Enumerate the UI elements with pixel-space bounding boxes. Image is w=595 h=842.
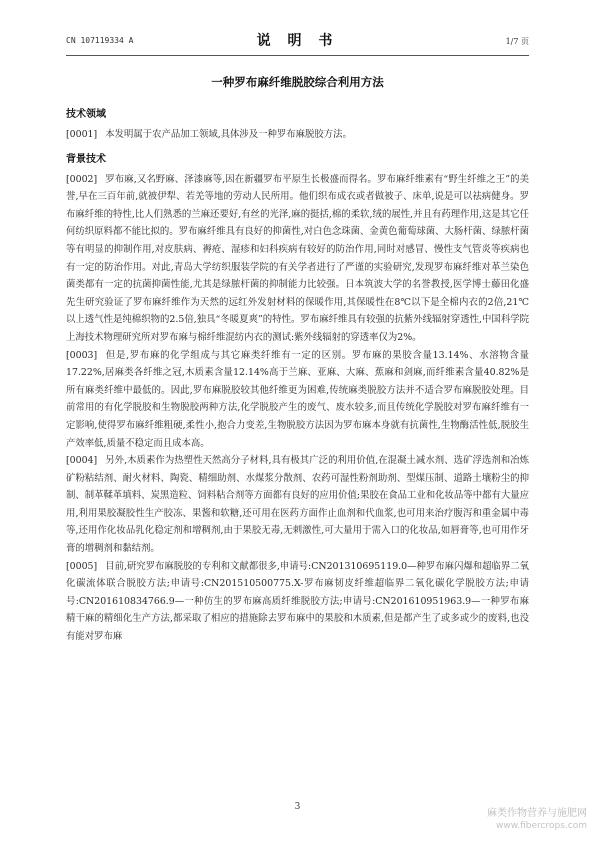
document-title: 一种罗布麻纤维脱胶综合利用方法 xyxy=(211,75,384,89)
paragraph-text: 另外,木质素作为热塑性天然高分子材料,具有极其广泛的利用价值,在混凝土减水剂、选矿浮选剂和冶炼矿粉粘结剂、耐火材料、陶瓷、精细助剂、水煤浆分散剂、农药可湿性粉剂助剂、型煤压制、道路土壤粉尘的抑制、制革鞣革填料、炭黑造粒、饲料粘合剂等方面都有良好的应用价值;果胶在食品工业和化妆品等中都有大量应用,利用果胶凝胶性生产胶冻、果酱和软糖,还可用在医药方面作止血剂和代血浆,也可用来治疗腹泻和重金属中毒等,还用作化妆品乳化稳定剂和增稠剂,由于果胶无毒,无刺激性,可大量用于需入口的化妆品,如唇膏等,也可用作牙膏的增稠剂和黏结剂。 xyxy=(66,455,529,555)
watermark-url: www.fibercrops.com xyxy=(496,821,587,831)
paragraph-0001 xyxy=(66,126,529,144)
paragraph-text: 但是,罗布麻的化学组成与其它麻类纤维有一定的区别。罗布麻的果胶含量13.14%、水溶物含量17.22%,居麻类各纤维之冠,木质素含量12.14%高于兰麻、亚麻、大麻、蕉麻和剑麻,而纤维素含量40.82%是所有麻类纤维中最低的。因此,罗布麻脱胶较其他纤维更为困难,传统麻类脱胶方法并不适合罗布麻脱胶处理。目前常用的有化学脱胶和生物脱胶两种方法,化学脱胶产生的废气、废水较多,而且传统化学脱胶对罗布麻纤维有一定影响,使得罗布麻纤维粗硬,柔性小,抱合力变差,生物脱胶方法因为罗布麻本身就有抗菌性,生物酶活性低,脱胶生产效率低,质量不稳定而且成本高。 xyxy=(66,349,529,449)
paragraph-number: [0001] xyxy=(66,129,98,140)
paragraph-text: 罗布麻,又名野麻、泽漆麻等,因在新疆罗布平原生长极盛而得名。罗布麻纤维素有“野生纤维之王”的美誉,早在三百年前,就被伊犁、若羌等地的劳动人民所用。他们织布成衣或者做被子、床单,说是可以祛病健身。罗布麻纤维的特性,比人们熟悉的兰麻还要好,有丝的光泽,麻的挺括,棉的柔软,绒的展性,并且有药理作用,这是其它任何纺织原料都不能比拟的。罗布麻纤维具有良好的抑菌性,对白色念珠菌、金黄色葡萄球菌、大肠杆菌、绿脓杆菌等有明显的抑制作用,对皮肤病、褥疮、湿疹和妇科疾病有较好的防治作用,同时对感冒、慢性支气管炎等疾病也有一定的防治作用。对此,青岛大学纺织服装学院的有关学者进行了严谨的实验研究,发现罗布麻纤维对革兰染色菌类都有一定的抗菌抑菌性能,尤其是绿脓杆菌的抑制能力比较强。日本筑波大学的名誉教授,医学博士藤田化盛先生研究验证了罗布麻纤维作为天然的远红外发射材料的保暖作用,其保暖性在8℃以下是全棉内衣的2倍,21℃以上透气性是纯棉织物的2.5倍,独具“冬暖夏爽”的特性。罗布麻纤维具有较强的抗紫外线辐射穿透性,中国科学院上海技术物理研究所对罗布麻与棉纤维混纺内衣的测试:紫外线辐射的穿透率仅为2%。 xyxy=(66,173,529,343)
section-heading-background: 背景技术 xyxy=(66,153,106,165)
document-type: 说 明 书 xyxy=(256,33,339,49)
watermark xyxy=(487,808,587,832)
paragraph-number: [0005] xyxy=(66,560,98,572)
document-body xyxy=(66,107,529,646)
section-heading-technical-field: 技术领域 xyxy=(66,109,106,120)
watermark-text: 麻类作物营养与施肥网 xyxy=(487,808,587,819)
paragraph-text: 本发明属于农产品加工领域,具体涉及一种罗布麻脱胶方法。 xyxy=(105,129,352,140)
header-divider xyxy=(66,55,529,56)
paragraph-number: [0004] xyxy=(66,455,98,467)
page-header xyxy=(66,26,529,54)
paragraph-0003 xyxy=(66,347,529,453)
paragraph-number: [0003] xyxy=(66,349,98,361)
paragraph-number: [0002] xyxy=(66,173,98,185)
document-number: CN 107119334 A xyxy=(66,36,134,45)
paragraph-0005 xyxy=(66,558,529,646)
page-indicator: 1/7 页 xyxy=(505,37,529,46)
page-number: 3 xyxy=(294,802,301,812)
paragraph-text: 目前,研究罗布麻脱胶的专利和文献都很多,申请号:CN201310695119.0—种罗布麻闪爆和超临界二氧化碳流体联合脱胶方法;申请号:CN201510500775.X-罗布麻韧皮纤维超临界二氧化碳化学脱胶方法;申请号:CN201610834766.9—一种仿生的罗布麻高质纤维脱胶方法;申请号:CN201610951963.9—一种罗布麻精干麻的精细化生产方法,都采取了相应的措施除去罗布麻中的果胶和木质素,但是都产生了或多或少的废料,也没有能对罗布麻 xyxy=(66,560,529,643)
paragraph-0002 xyxy=(66,171,529,347)
paragraph-0004 xyxy=(66,452,529,558)
